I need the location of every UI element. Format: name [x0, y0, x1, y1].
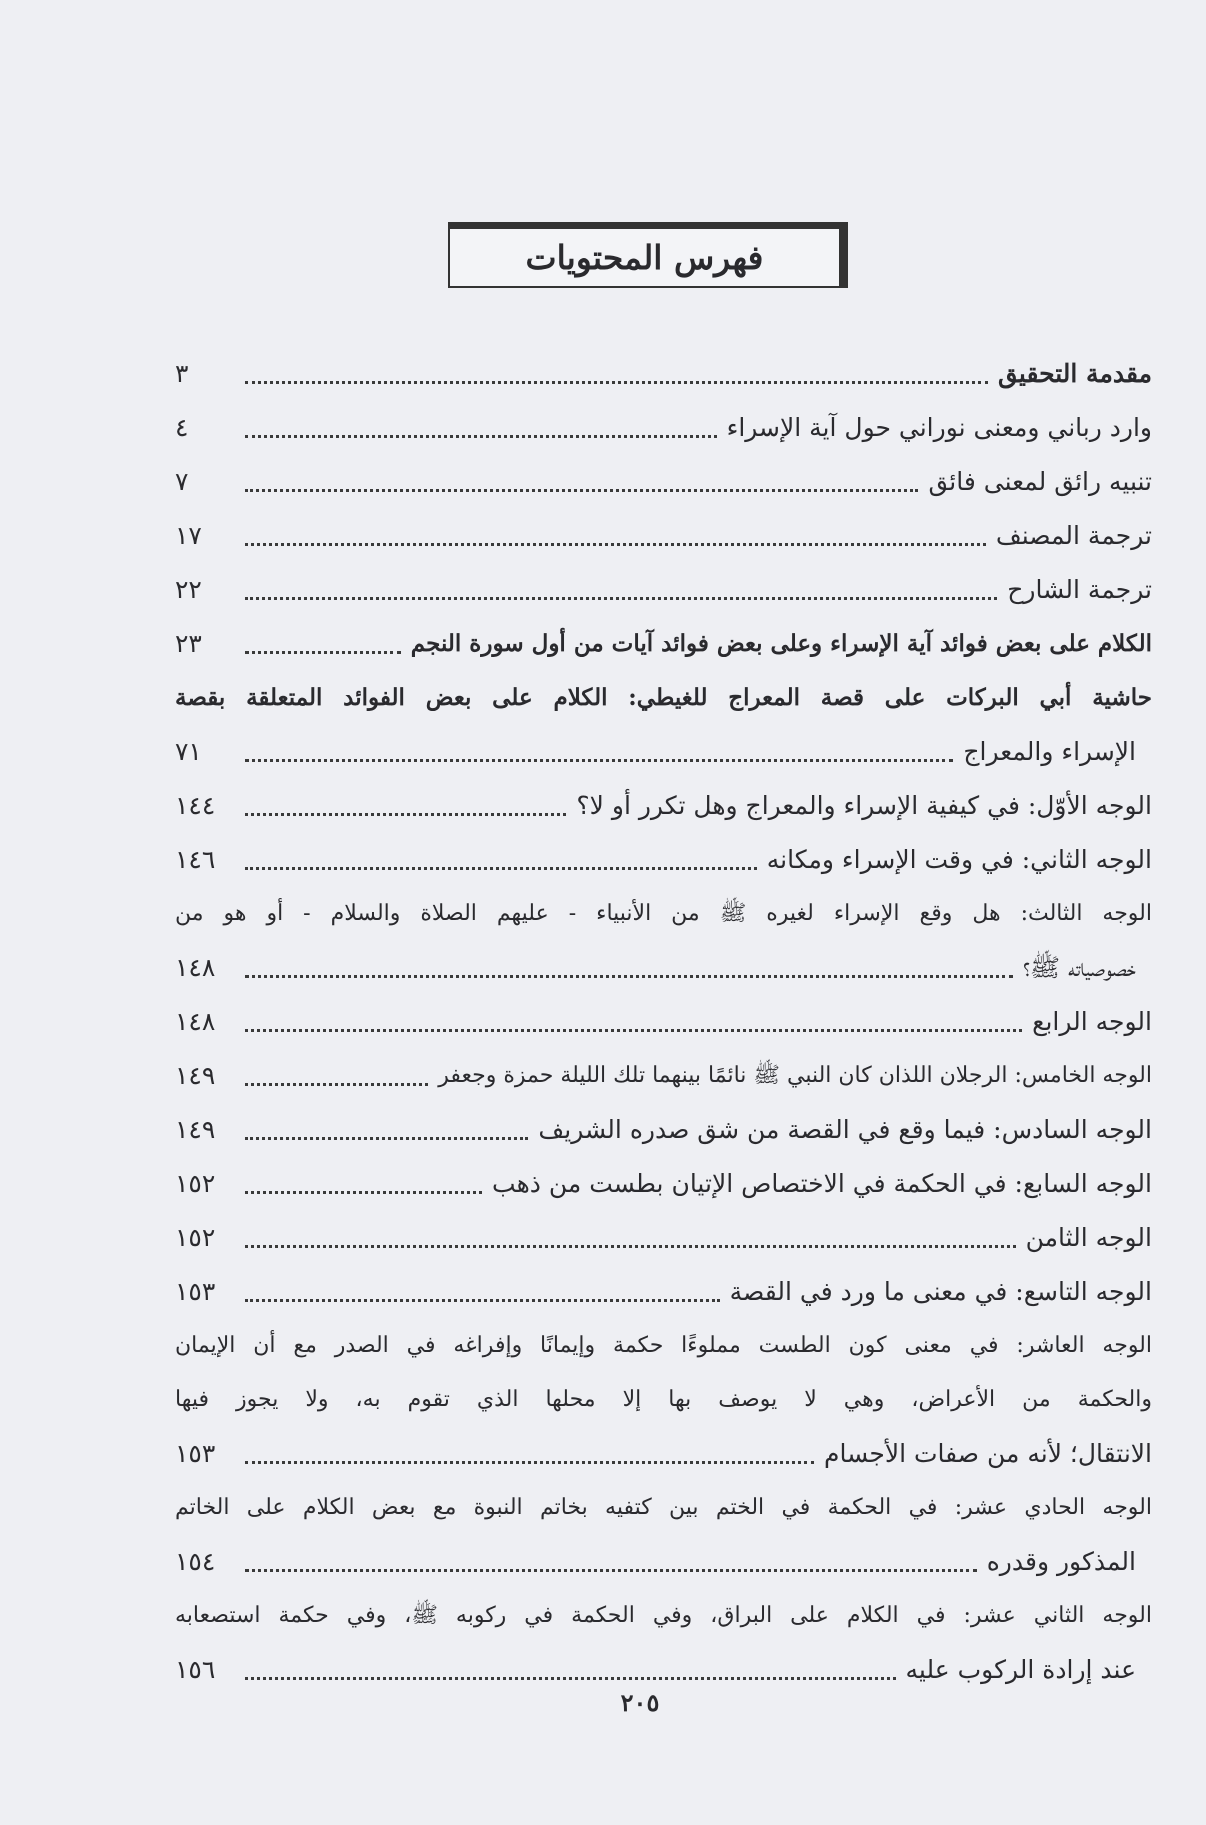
entry-title: الوجه الثالث: هل وقع الإسراء لغيره ﷺ من الأنبياء - عليهم الصلاة والسلام - أو هو من: [175, 901, 1152, 926]
entry-page: ١٥٢: [175, 1169, 216, 1198]
dot-leader: [245, 1191, 482, 1194]
entry-page: ١٥٦: [175, 1655, 216, 1684]
dot-leader: [245, 489, 918, 492]
toc-entry: [175, 1646, 1152, 1690]
entry-page: ١٤٨: [175, 1007, 216, 1036]
entry-page: ١٥٢: [175, 1223, 216, 1252]
toc-entry: [175, 1538, 1152, 1582]
dot-leader: [245, 435, 717, 438]
entry-page: ٢٣: [175, 629, 202, 658]
entry-page: ٧: [175, 467, 189, 496]
entry-title: الوجه السادس: فيما وقع في القصة من شق صدره الشريف: [538, 1115, 1152, 1144]
entry-title: الوجه الأوّل: في كيفية الإسراء والمعراج وهل تكرر أو لا؟: [576, 791, 1152, 820]
entry-page: ١٤٤: [175, 791, 216, 820]
dot-leader: [245, 1029, 1022, 1032]
toc-entry: [175, 728, 1152, 772]
entry-title: الوجه الثامن: [1025, 1223, 1152, 1252]
entry-title: الوجه الثاني: في وقت الإسراء ومكانه: [766, 845, 1152, 874]
entry-title: الوجه السابع: في الحكمة في الاختصاص الإتيان بطست من ذهب: [492, 1169, 1152, 1198]
entry-title: ترجمة المصنف: [995, 521, 1152, 550]
toc-entry-line: [175, 1376, 1152, 1420]
toc-entry: [175, 998, 1152, 1042]
dot-leader: [245, 1245, 1016, 1248]
entry-title: ترجمة الشارح: [1007, 575, 1152, 604]
dot-leader: [245, 597, 997, 600]
entry-title: الوجه الثاني عشر: في الكلام على البراق، وفي الحكمة في ركوبه ﷺ، وفي حكمة استصعابه: [175, 1603, 1152, 1628]
toc-entry: [175, 1160, 1152, 1204]
entry-page: ١٥٤: [175, 1547, 216, 1576]
toc-entry-line: [175, 674, 1152, 718]
toc-entry: [175, 458, 1152, 502]
dot-leader: [245, 1461, 814, 1464]
entry-title: مقدمة التحقيق: [998, 359, 1152, 388]
dot-leader: [245, 759, 953, 762]
entry-title: وارد رباني ومعنى نوراني حول آية الإسراء: [726, 413, 1152, 442]
entry-page: ١٤٩: [175, 1061, 216, 1090]
dot-leader: [245, 1137, 528, 1140]
toc-entry: [175, 1052, 1152, 1096]
entry-title: عند إرادة الركوب عليه: [905, 1655, 1136, 1684]
dot-leader: [245, 867, 757, 870]
toc-entry: [175, 512, 1152, 556]
toc-entry-line: [175, 1484, 1152, 1528]
toc-entry: [175, 1106, 1152, 1150]
toc-entry-line: [175, 1592, 1152, 1636]
toc-entry: [175, 1214, 1152, 1258]
toc-entry: [175, 620, 1152, 664]
page-title: فهرس المحتويات: [525, 238, 764, 277]
page-title-box: [448, 222, 848, 288]
entry-title: الانتقال؛ لأنه من صفات الأجسام: [824, 1439, 1152, 1468]
dot-leader: [245, 813, 566, 816]
dot-leader: [245, 543, 986, 546]
entry-title: الكلام على بعض فوائد آية الإسراء وعلى بعض فوائد آيات من أول سورة النجم: [410, 630, 1152, 657]
entry-title: الوجه التاسع: في معنى ما ورد في القصة: [729, 1277, 1152, 1306]
entry-page: ١٤٦: [175, 845, 216, 874]
entry-title: حاشية أبي البركات على قصة المعراج للغيطي: الكلام على بعض الفوائد المتعلقة بقصة: [175, 684, 1152, 711]
dot-leader: [245, 1677, 896, 1680]
entry-title: الوجه العاشر: في معنى كون الطست مملوءًا حكمة وإيمانًا وإفراغه في الصدر مع أن الإيمان: [175, 1333, 1152, 1358]
entry-title: والحكمة من الأعراض، وهي لا يوصف بها إلا محلها الذي تقوم به، ولا يجوز فيها: [175, 1387, 1152, 1412]
dot-leader: [245, 1569, 977, 1572]
toc-entry: [175, 404, 1152, 448]
entry-title: الوجه الخامس: الرجلان اللذان كان النبي ﷺ نائمًا بينهما تلك الليلة حمزة وجعفر: [438, 1063, 1152, 1088]
entry-page: ٤: [175, 413, 189, 442]
toc-entry-line: [175, 1322, 1152, 1366]
dot-leader: [245, 1083, 428, 1086]
dot-leader: [245, 651, 401, 654]
toc-entry: [175, 1430, 1152, 1474]
toc-entry: [175, 944, 1152, 988]
toc-entry: [175, 782, 1152, 826]
dot-leader: [245, 1299, 720, 1302]
toc-entry: [175, 1268, 1152, 1312]
entry-page: ١٤٩: [175, 1115, 216, 1144]
entry-title: خصوصياته ﷺ؟: [1023, 953, 1136, 982]
toc-entry-line: [175, 890, 1152, 934]
entry-page: ٧١: [175, 737, 202, 766]
dot-leader: [245, 381, 988, 384]
entry-page: ١٧: [175, 521, 202, 550]
entry-title: الإسراء والمعراج: [963, 737, 1136, 766]
entry-page: ١٥٣: [175, 1277, 216, 1306]
entry-page: ١٥٣: [175, 1439, 216, 1468]
toc-entry: [175, 836, 1152, 880]
entry-page: ٢٢: [175, 575, 202, 604]
toc-entry: [175, 350, 1152, 394]
entry-page: ١٤٨: [175, 953, 216, 982]
toc-entry: [175, 566, 1152, 610]
page-number: ٢٠٥: [620, 1688, 660, 1717]
dot-leader: [245, 975, 1013, 978]
entry-title: الوجه الحادي عشر: في الحكمة في الختم بين كتفيه بخاتم النبوة مع بعض الكلام على الخاتم: [175, 1495, 1152, 1520]
entry-title: تنبيه رائق لمعنى فائق: [928, 467, 1152, 496]
entry-title: الوجه الرابع: [1032, 1007, 1152, 1036]
entry-title: المذكور وقدره: [986, 1547, 1136, 1576]
entry-page: ٣: [175, 359, 189, 388]
